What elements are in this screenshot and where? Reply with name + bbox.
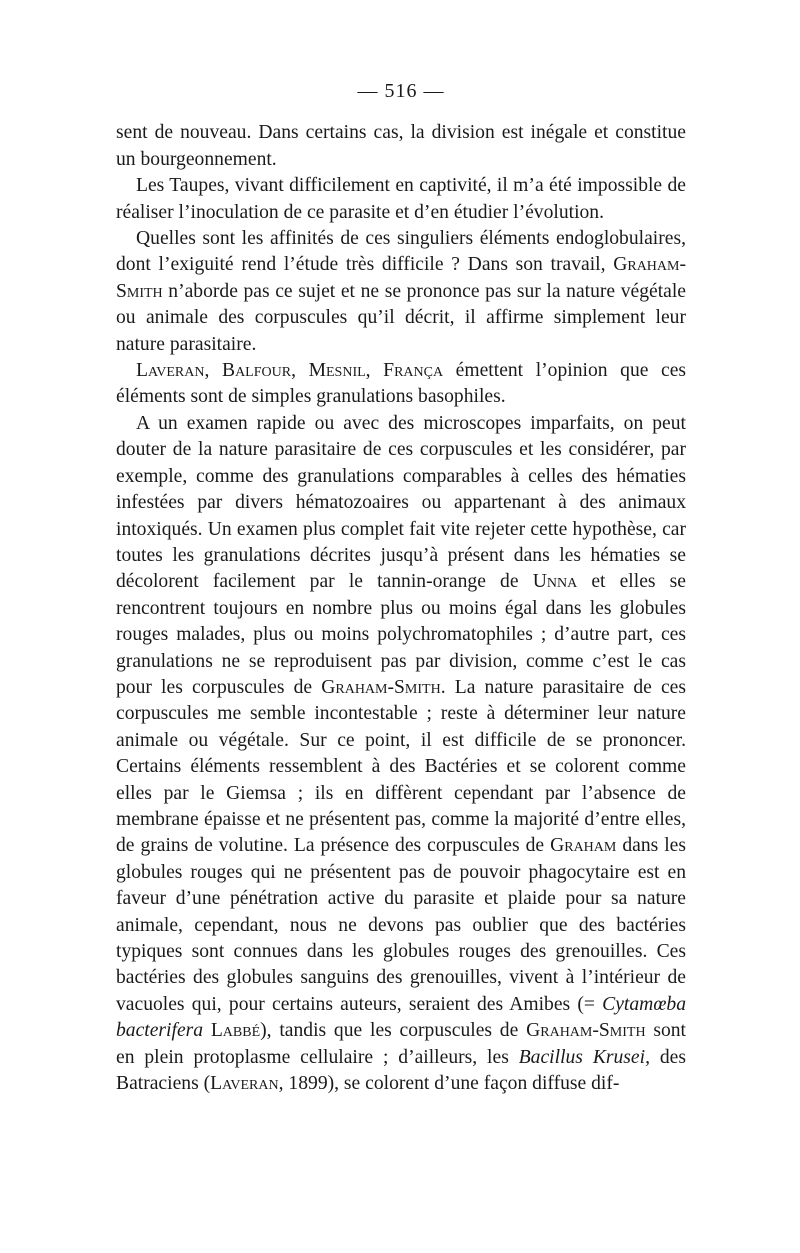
text-run xyxy=(203,1020,211,1041)
text-run: sent de nouveau. Dans certains cas, la division est inégale et constitue un bourgeonnement. xyxy=(116,122,686,170)
text-run: émettent l’opinion que ces éléments sont de simples granulations basophiles. xyxy=(116,360,687,408)
author-name: Laveran xyxy=(136,360,205,382)
text-run: et elles se rencontrent toujours en nombre plus ou moins égal dans les globules rouges malades, plus ou moins polychromatophiles ; d’autre part, ces granulations ne se reproduisent pas par division, comme c’est le cas pour les corpuscules de xyxy=(116,571,686,698)
paragraph xyxy=(116,358,686,411)
author-name: Laveran xyxy=(210,1073,279,1095)
author-name: Unna xyxy=(532,571,578,593)
author-name: Graham-Smith xyxy=(526,1020,646,1042)
text-run: des Batraciens ( xyxy=(116,1046,686,1095)
text-run: , xyxy=(291,360,309,382)
text-run: ), tandis que les corpuscules de xyxy=(260,1020,527,1042)
text-run: Quelles sont les affinités de ces singuliers éléments endoglobulaires, dont l’exiguité rend l’étude très difficile ? Dans son travail, xyxy=(116,228,686,276)
text-run: sont en plein protoplasme cellulaire ; d’ailleurs, les xyxy=(116,1020,687,1068)
species-name: Cytamœba bacterifera xyxy=(116,993,686,1042)
text-run: A un examen rapide ou avec des microscopes imparfaits, on peut douter de la nature parasitaire de ces corpuscules et les considérer, par exemple, comme des granulations comparables à celles des hématies infestées par divers hématozoaires ou appartenant à des animaux intoxiqués. Un examen plus complet fait vite rejeter cette hypothèse, car toutes les granulations décrites jusqu’à présent dans les hématies se décolorent facilement par le tannin-orange de xyxy=(116,412,686,593)
author-name: Labbé xyxy=(210,1020,261,1042)
author-name: Graham xyxy=(550,835,617,857)
author-name: Mesnil xyxy=(308,360,366,382)
author-name: Balfour xyxy=(222,360,292,382)
text-run: n’aborde pas ce sujet et ne se prononce pas sur la nature végétale ou animale des corpuscules qu’il décrit, il affirme simplement leur nature parasitaire. xyxy=(116,280,686,355)
text-run: , 1899), se colorent d’une façon diffuse dif- xyxy=(278,1073,620,1095)
body-text xyxy=(116,120,686,1097)
author-name: França xyxy=(383,360,444,382)
paragraph xyxy=(116,411,686,1098)
paragraph xyxy=(116,173,686,226)
paragraph xyxy=(116,120,686,173)
species-name: Bacillus Krusei, xyxy=(518,1046,650,1068)
text-run: . La nature parasitaire de ces corpuscules me semble incontestable ; reste à déterminer leur nature animale ou végétale. Sur ce point, il est difficile de se prononcer. Certains éléments ressemblent à des Bactéries et se colorent comme elles par le Giemsa ; ils en diffèrent cependant par l’absence de membrane épaisse et ne présentent pas, comme la majorité d’entre elles, de grains de volutine. La présence des corpuscules de xyxy=(116,676,686,857)
text-run: dans les globules rouges qui ne présentent pas de pouvoir phagocytaire est en faveur d’une pénétration active du parasite et plaide pour sa nature animale, cependant, nous ne devons pas oublier que des bactéries typiques sont connues dans les globules rouges des grenouilles. Ces bactéries des globules sanguins des grenouilles, vivent à l’intérieur de vacuoles qui, pour certains auteurs, seraient des Amibes (= xyxy=(116,835,686,1015)
author-name: Graham-Smith xyxy=(116,254,686,302)
text-run: , xyxy=(365,360,384,382)
page-number: — 516 — xyxy=(357,80,445,102)
paragraph xyxy=(116,226,686,358)
text-run: , xyxy=(204,360,222,382)
text-run: Les Taupes, vivant difficilement en captivité, il m’a été impossible de réaliser l’inoculation de ce parasite et d’en étudier l’évolution. xyxy=(116,175,686,223)
author-name: Graham-Smith xyxy=(321,676,441,698)
book-page xyxy=(116,78,686,1097)
